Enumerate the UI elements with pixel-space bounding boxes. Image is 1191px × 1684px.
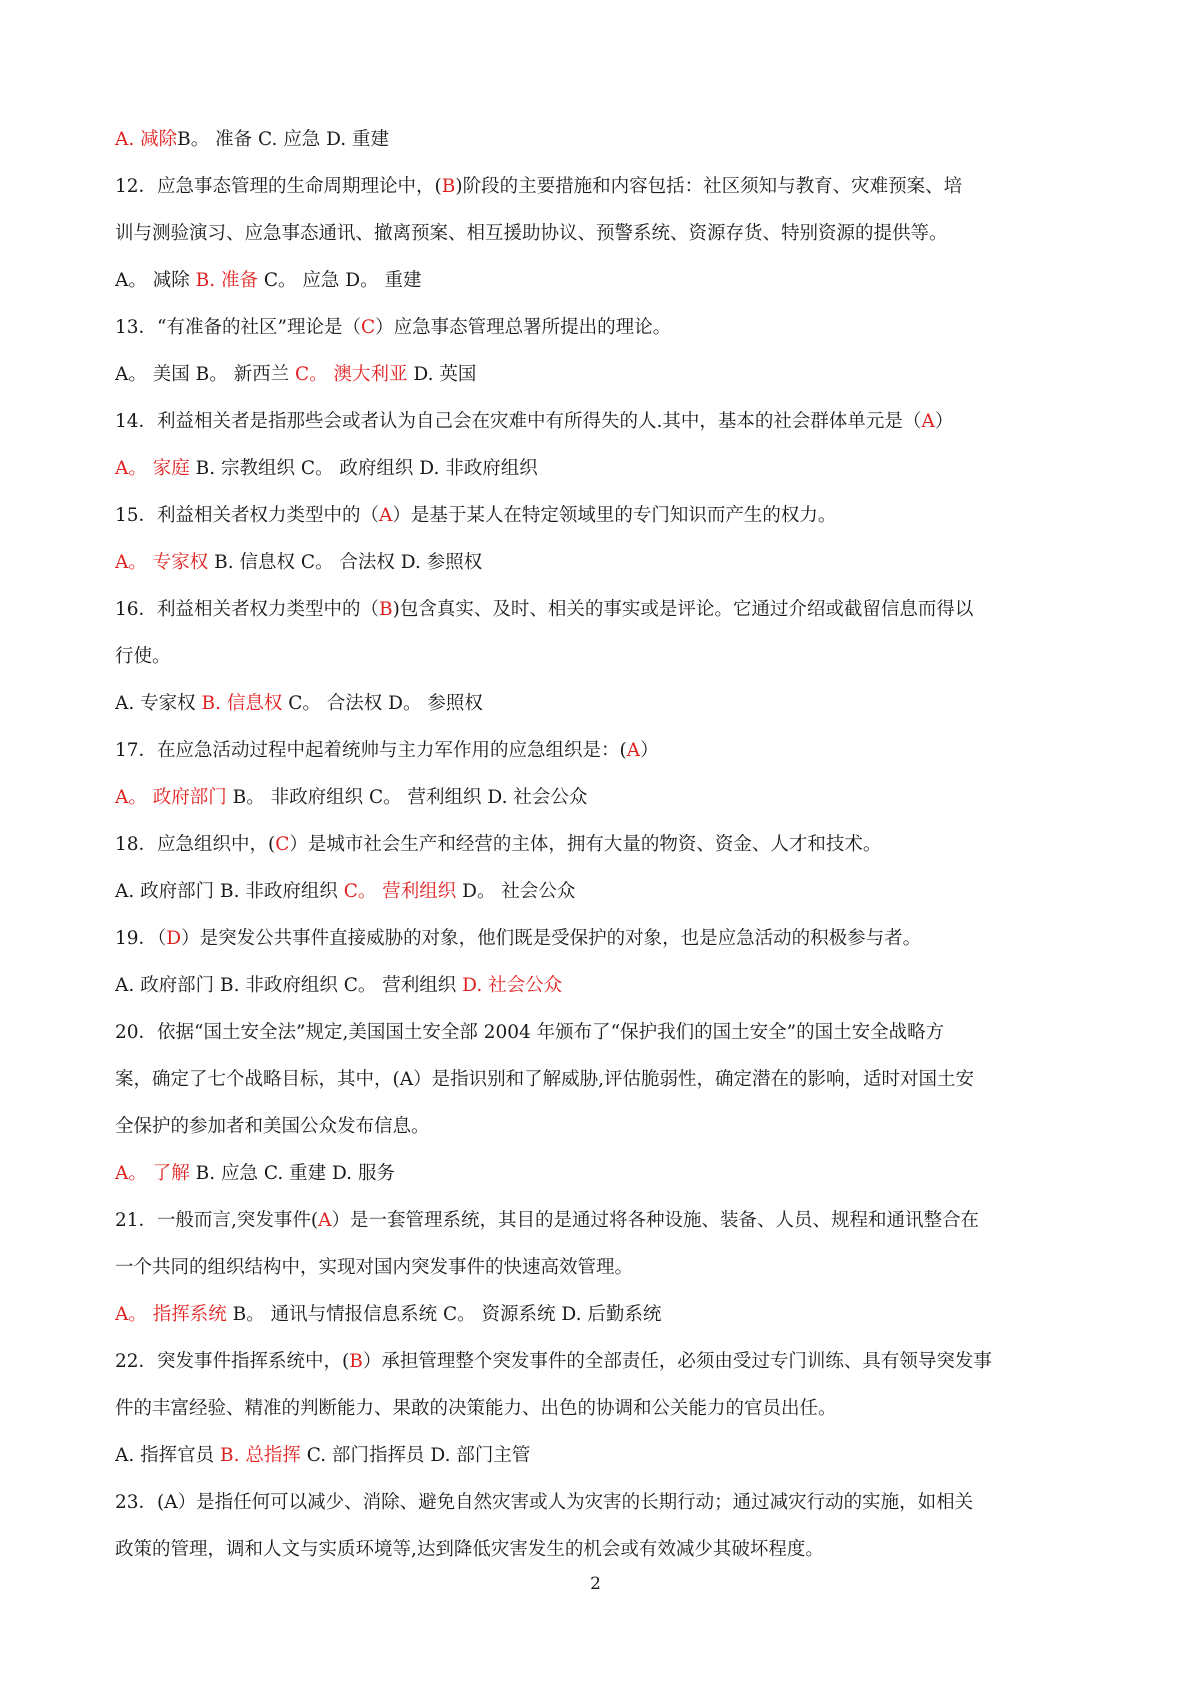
answer-text: A。 指挥系统 xyxy=(115,1304,227,1325)
question-list xyxy=(115,116,1080,1573)
text-line xyxy=(115,351,1080,398)
question-text: 13．“有准备的社区”理论是（ xyxy=(115,317,361,338)
answer-text: A xyxy=(921,411,935,432)
question-text: 一个共同的组织结构中，实现对国内突发事件的快速高效管理。 xyxy=(115,1257,634,1278)
question-text: 案，确定了七个战略目标，其中，(A）是指识别和了解威胁,评估脆弱性，确定潜在的影响，适时对国土安 xyxy=(115,1069,974,1090)
question-text: D。 社会公众 xyxy=(456,881,576,902)
answer-text: A。 家庭 xyxy=(115,458,190,479)
text-line xyxy=(115,163,1080,210)
text-line xyxy=(115,1526,1080,1573)
question-text: )包含真实、及时、相关的事实或是评论。它通过介绍或截留信息而得以 xyxy=(392,599,974,620)
question-text: B. 信息权 C。 合法权 D. 参照权 xyxy=(208,552,483,573)
question-text: 20．依据“国土安全法”规定,美国国土安全部 2004 年颁布了“保护我们的国土安全”的国土安全战略方 xyxy=(115,1022,945,1043)
text-line xyxy=(115,1009,1080,1056)
question-text: 23．(A）是指任何可以减少、消除、避免自然灾害或人为灾害的长期行动；通过减灾行动的实施，如相关 xyxy=(115,1492,974,1513)
question-text: A. 指挥官员 xyxy=(115,1445,221,1466)
question-text: 18．应急组织中，( xyxy=(115,834,276,855)
question-text: ）应急事态管理总署所提出的理论。 xyxy=(375,317,672,338)
question-text: ）是基于某人在特定领域里的专门知识而产生的权力。 xyxy=(392,505,837,526)
answer-text: C。 营利组织 xyxy=(343,881,457,902)
question-text: ）是突发公共事件直接威胁的对象，他们既是受保护的对象，也是应急活动的积极参与者。 xyxy=(181,928,922,949)
question-text: D. 英国 xyxy=(407,364,477,385)
answer-text: D xyxy=(166,928,182,949)
question-text: A. 专家权 xyxy=(115,693,202,714)
question-text: 21．一般而言,突发事件( xyxy=(115,1210,319,1231)
question-text: 全保护的参加者和美国公众发布信息。 xyxy=(115,1116,430,1137)
text-line xyxy=(115,633,1080,680)
question-text: 22．突发事件指挥系统中，( xyxy=(115,1351,350,1372)
text-line xyxy=(115,398,1080,445)
question-text: 政策的管理，调和人文与实质环境等,达到降低灾害发生的机会或有效减少其破坏程度。 xyxy=(115,1539,824,1560)
text-line xyxy=(115,1385,1080,1432)
text-line xyxy=(115,1291,1080,1338)
question-text: 15．利益相关者权力类型中的（ xyxy=(115,505,380,526)
answer-text: B xyxy=(379,599,393,620)
text-line xyxy=(115,1150,1080,1197)
answer-text: A xyxy=(626,740,641,761)
text-line xyxy=(115,1479,1080,1526)
text-line xyxy=(115,1338,1080,1385)
page-number: 2 xyxy=(590,1574,601,1594)
question-text: ） xyxy=(640,740,659,761)
text-line xyxy=(115,304,1080,351)
question-text: 行使。 xyxy=(115,646,171,667)
answer-text: A xyxy=(318,1210,332,1231)
answer-text: B. 总指挥 xyxy=(220,1445,301,1466)
question-text: B. 宗教组织 C。 政府组织 D. 非政府组织 xyxy=(189,458,538,479)
answer-text: B. 准备 xyxy=(195,270,258,291)
text-line xyxy=(115,915,1080,962)
question-text: ）是一套管理系统，其目的是通过将各种设施、装备、人员、规程和通讯整合在 xyxy=(331,1210,980,1231)
answer-text: B. 信息权 xyxy=(201,693,283,714)
text-line xyxy=(115,727,1080,774)
question-text: C. 部门指挥员 D. 部门主管 xyxy=(300,1445,531,1466)
answer-text: C。 澳大利亚 xyxy=(294,364,408,385)
text-line xyxy=(115,492,1080,539)
answer-text: C xyxy=(360,317,376,338)
question-text: A。 美国 B。 新西兰 xyxy=(115,364,295,385)
answer-text: A。 政府部门 xyxy=(115,787,227,808)
text-line xyxy=(115,445,1080,492)
text-line xyxy=(115,680,1080,727)
answer-text: A xyxy=(379,505,393,526)
text-line xyxy=(115,868,1080,915)
answer-text: C xyxy=(275,834,290,855)
question-text: ） xyxy=(934,411,954,432)
question-text: 件的丰富经验、精准的判断能力、果敢的决策能力、出色的协调和公关能力的官员出任。 xyxy=(115,1398,837,1419)
answer-text: A。 专家权 xyxy=(115,552,209,573)
question-text: )阶段的主要措施和内容包括：社区须知与教育、灾难预案、培 xyxy=(455,176,963,197)
question-text: 19．（ xyxy=(115,928,167,949)
question-text: A. 政府部门 B. 非政府组织 xyxy=(115,881,344,902)
text-line xyxy=(115,1103,1080,1150)
text-line xyxy=(115,774,1080,821)
text-line xyxy=(115,210,1080,257)
question-text: B。 非政府组织 C。 营利组织 D. 社会公众 xyxy=(226,787,588,808)
answer-text: A. 减除 xyxy=(115,129,178,150)
question-text: B. 应急 C. 重建 D. 服务 xyxy=(189,1163,395,1184)
text-line xyxy=(115,586,1080,633)
answer-text: A。 了解 xyxy=(115,1163,190,1184)
question-text: C。 应急 D。 重建 xyxy=(257,270,422,291)
question-text: 12．应急事态管理的生命周期理论中，( xyxy=(115,176,442,197)
text-line xyxy=(115,962,1080,1009)
question-text: B。 通讯与情报信息系统 C。 资源系统 D. 后勤系统 xyxy=(226,1304,662,1325)
answer-text: B xyxy=(349,1351,363,1372)
question-text: 16．利益相关者权力类型中的（ xyxy=(115,599,380,620)
text-line xyxy=(115,539,1080,586)
text-line xyxy=(115,257,1080,304)
text-line xyxy=(115,1432,1080,1479)
answer-text: B xyxy=(441,176,456,197)
text-line xyxy=(115,1056,1080,1103)
text-line xyxy=(115,1244,1080,1291)
question-text: 14．利益相关者是指那些会或者认为自己会在灾难中有所得失的人.其中，基本的社会群体单元是（ xyxy=(115,411,922,432)
text-line xyxy=(115,116,1080,163)
answer-text: D. 社会公众 xyxy=(462,975,563,996)
question-text: 17．在应急活动过程中起着统帅与主力军作用的应急组织是：( xyxy=(115,740,627,761)
question-text: A. 政府部门 B. 非政府组织 C。 营利组织 xyxy=(115,975,463,996)
text-line xyxy=(115,821,1080,868)
question-text: ）是城市社会生产和经营的主体，拥有大量的物资、资金、人才和技术。 xyxy=(289,834,882,855)
question-text: 训与测验演习、应急事态通讯、撤离预案、相互援助协议、预警系统、资源存货、特别资源的提供等。 xyxy=(115,223,948,244)
text-line xyxy=(115,1197,1080,1244)
question-text: ）承担管理整个突发事件的全部责任，必须由受过专门训练、具有领导突发事 xyxy=(362,1351,992,1372)
question-text: A。 减除 xyxy=(115,270,196,291)
question-text: B。 准备 C. 应急 D. 重建 xyxy=(177,129,390,150)
question-text: C。 合法权 D。 参照权 xyxy=(282,693,483,714)
